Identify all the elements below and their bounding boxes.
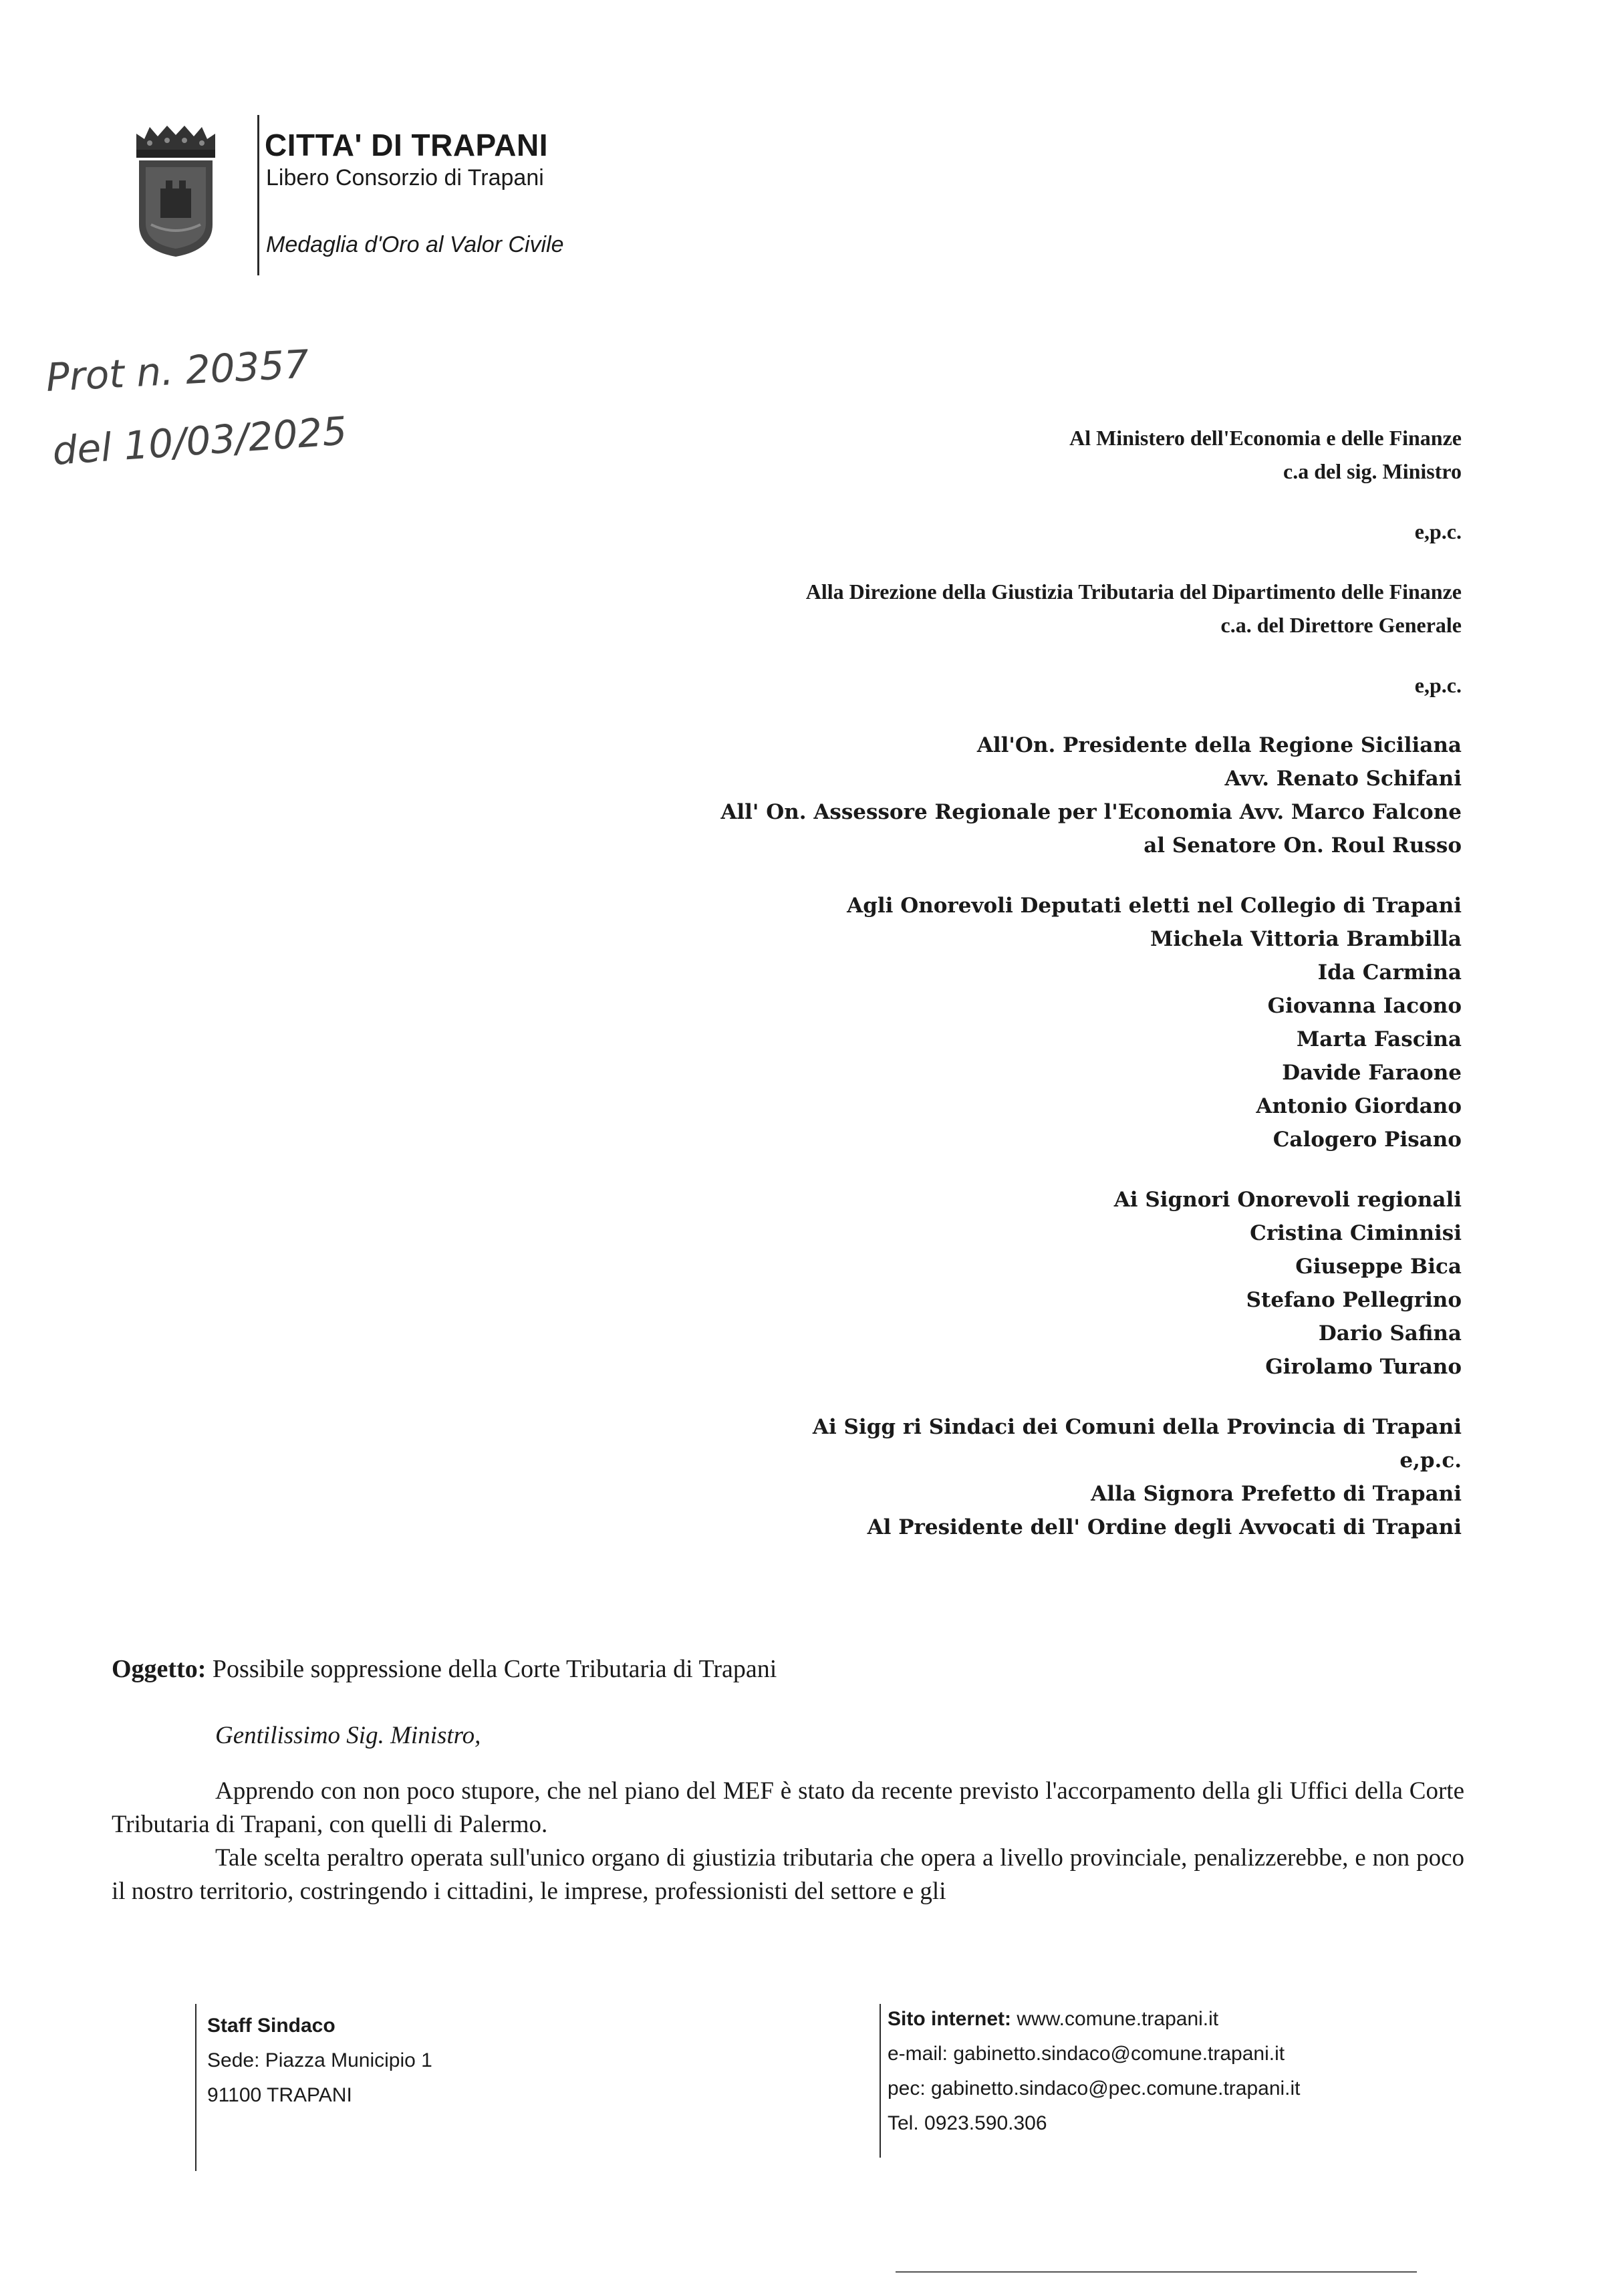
recipient-line: Al Ministero dell'Economia e delle Finanze: [1069, 426, 1462, 450]
recipient-line: Ida Carmina: [1317, 961, 1462, 985]
recipient-line: Avv. Renato Schifani: [1224, 767, 1462, 791]
recipient-line: al Senatore On. Roul Russo: [1144, 834, 1462, 858]
recipient-line: Giovanna Iacono: [1267, 994, 1462, 1018]
subject-text: Possibile soppressione della Corte Tributaria di Trapani: [212, 1655, 777, 1683]
site-label: Sito internet:: [888, 2008, 1011, 2030]
subject-line: [112, 1654, 777, 1684]
recipient-line: c.a del sig. Ministro: [1283, 459, 1462, 483]
recipient-line: e,p.c.: [1414, 673, 1462, 697]
subject-label: Oggetto:: [112, 1655, 207, 1683]
recipient-line: Davide Faraone: [1282, 1061, 1462, 1085]
recipient-line: Michela Vittoria Brambilla: [1150, 927, 1462, 951]
recipient-line: Antonio Giordano: [1256, 1094, 1462, 1118]
protocol-line-2: del 10/03/2025: [51, 408, 349, 474]
header-divider: [257, 115, 259, 275]
recipient-line: Calogero Pisano: [1272, 1128, 1462, 1152]
recipient-line: e,p.c.: [1399, 1448, 1462, 1473]
recipient-line: Al Presidente dell' Ordine degli Avvocati di Trapani: [867, 1515, 1462, 1539]
footer-divider: [880, 2004, 881, 2158]
consortium-name: Libero Consorzio di Trapani: [266, 165, 544, 190]
recipient-line: Agli Onorevoli Deputati eletti nel Collegio di Trapani: [847, 894, 1462, 918]
medal-text: Medaglia d'Oro al Valor Civile: [266, 232, 564, 257]
recipient-line: Ai Signori Onorevoli regionali: [1113, 1188, 1462, 1212]
recipient-line: Girolamo Turano: [1265, 1355, 1462, 1379]
staff-address: Sede: Piazza Municipio 1: [207, 2049, 432, 2071]
recipient-line: Giuseppe Bica: [1295, 1255, 1462, 1279]
site-link[interactable]: www.comune.trapani.it: [1017, 2008, 1219, 2030]
protocol-stamp: [40, 334, 388, 488]
city-name: CITTA' DI TRAPANI: [265, 128, 549, 162]
recipient-line: All' On. Assessore Regionale per l'Economia Avv. Marco Falcone: [720, 800, 1462, 824]
email-link[interactable]: e-mail: gabinetto.sindaco@comune.trapani.it: [888, 2043, 1285, 2065]
salutation: Gentilissimo Sig. Ministro,: [215, 1722, 481, 1749]
staff-title: Staff Sindaco: [207, 2015, 336, 2037]
protocol-line-1: Prot n. 20357: [45, 341, 310, 400]
staff-city: 91100 TRAPANI: [207, 2084, 352, 2106]
letter-body: [112, 1775, 1464, 1908]
footer-staff: [207, 2009, 432, 2113]
recipient-line: Dario Safina: [1318, 1321, 1462, 1346]
recipient-line: All'On. Presidente della Regione Siciliana: [976, 733, 1462, 757]
recipient-line: Alla Signora Prefetto di Trapani: [1091, 1482, 1462, 1506]
footer-divider: [195, 2004, 196, 2171]
recipient-line: Stefano Pellegrino: [1246, 1288, 1462, 1312]
recipient-line: c.a. del Direttore Generale: [1220, 613, 1462, 637]
body-paragraph: Apprendo con non poco stupore, che nel piano del MEF è stato da recente previsto l'accorpamento della gli Uffici della Corte Tributaria di Trapani, con quelli di Palermo.: [112, 1777, 1464, 1838]
bottom-rule: [896, 2271, 1417, 2273]
footer-contacts: [888, 2002, 1301, 2141]
recipients-block: [720, 421, 1462, 1544]
recipient-line: Alla Direzione della Giustizia Tributaria del Dipartimento delle Finanze: [805, 580, 1462, 604]
recipient-line: e,p.c.: [1414, 519, 1462, 543]
recipient-line: Marta Fascina: [1296, 1027, 1462, 1051]
phone-number: Tel. 0923.590.306: [888, 2112, 1047, 2134]
trapani-coat-of-arms-icon: [131, 124, 221, 258]
recipient-line: Ai Sigg ri Sindaci dei Comuni della Provincia di Trapani: [812, 1415, 1462, 1439]
body-paragraph: Tale scelta peraltro operata sull'unico organo di giustizia tributaria che opera a livello provinciale, penalizzerebbe, e non poco il nostro territorio, costringendo i cittadini, le imprese, professionisti del settore e gli: [112, 1844, 1464, 1905]
recipient-line: Cristina Ciminnisi: [1250, 1221, 1462, 1245]
pec-link[interactable]: pec: gabinetto.sindaco@pec.comune.trapani.it: [888, 2077, 1301, 2099]
